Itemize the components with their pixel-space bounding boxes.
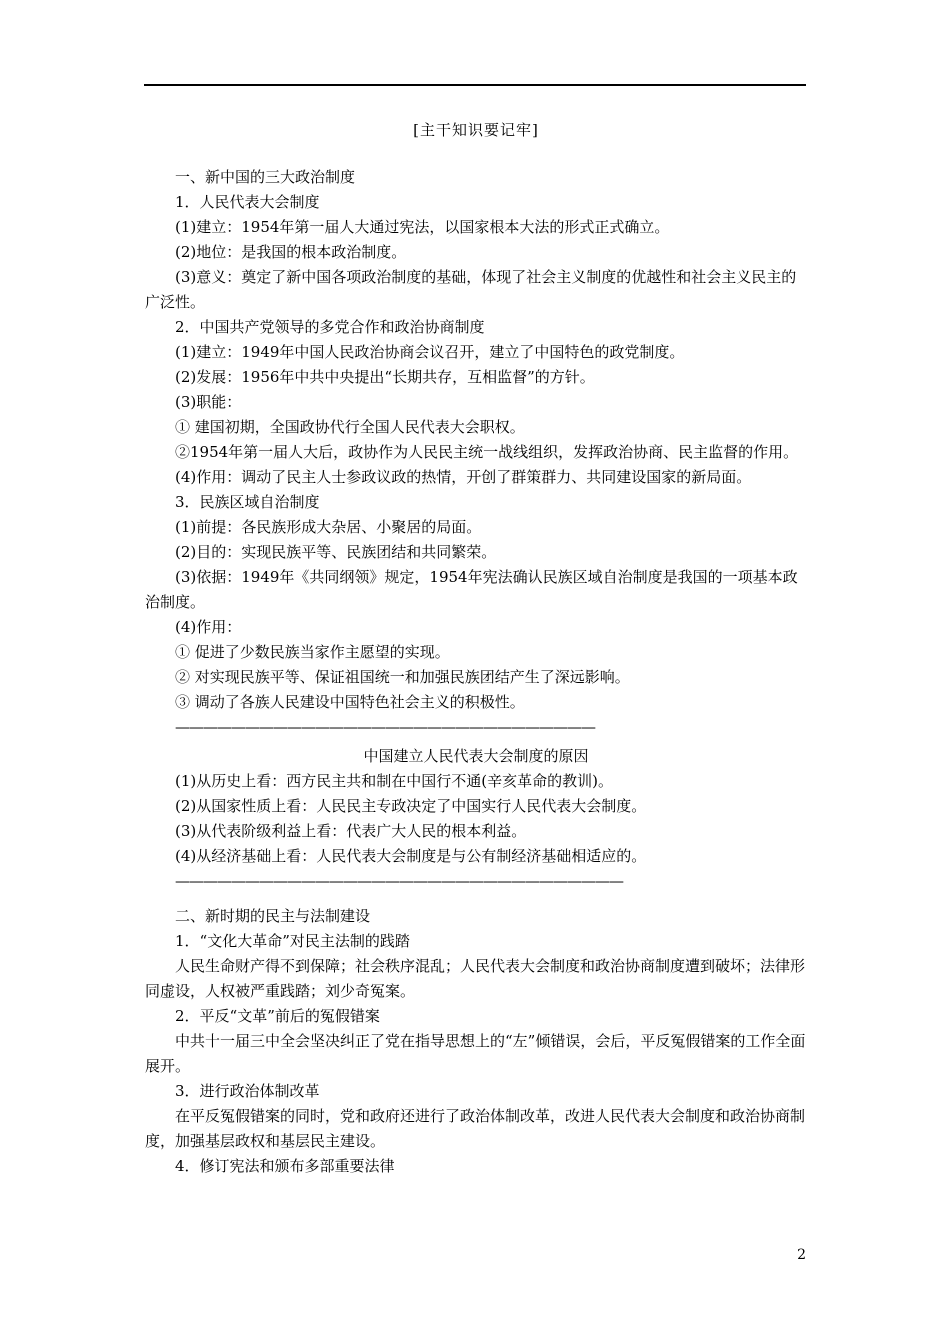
document-body bbox=[145, 118, 807, 1179]
page-number: 2 bbox=[797, 1247, 806, 1263]
section-title: [主干知识要记牢] bbox=[413, 121, 539, 139]
part1-s1-p1: (1)建立：1954年第一届人大通过宪法，以国家根本大法的形式正式确立。 bbox=[175, 218, 670, 236]
part2-heading: 二、新时期的民主与法制建设 bbox=[175, 907, 371, 925]
part1-s3-p2: (2)目的：实现民族平等、民族团结和共同繁荣。 bbox=[175, 543, 497, 561]
part1-s2-p2: (2)发展：1956年中共中央提出“长期共存，互相监督”的方针。 bbox=[175, 368, 595, 386]
part1-s3-p4b: ② 对实现民族平等、保证祖国统一和加强民族团结产生了深远影响。 bbox=[175, 668, 630, 686]
part1-s3-p4a: ① 促进了少数民族当家作主愿望的实现。 bbox=[175, 643, 450, 661]
box-p2: (2)从国家性质上看：人民民主专政决定了中国实行人民代表大会制度。 bbox=[175, 797, 647, 815]
part1-s1-p3: (3)意义：奠定了新中国各项政治制度的基础，体现了社会主义制度的优越性和社会主义民主的广泛性。 bbox=[145, 268, 797, 311]
part1-s3-title: 3．民族区域自治制度 bbox=[175, 493, 320, 511]
part1-s1-p2: (2)地位：是我国的根本政治制度。 bbox=[175, 243, 407, 261]
part2-s1-p1: 人民生命财产得不到保障；社会秩序混乱；人民代表大会制度和政治协商制度遭到破坏；法律形同虚设，人权被严重践踏；刘少奇冤案。 bbox=[145, 957, 806, 1000]
part1-s3-p4c: ③ 调动了各族人民建设中国特色社会主义的积极性。 bbox=[175, 693, 525, 711]
box-p4: (4)从经济基础上看：人民代表大会制度是与公有制经济基础相适应的。 bbox=[175, 847, 647, 865]
part2-s2-title: 2．平反“文革”前后的冤假错案 bbox=[175, 1007, 380, 1025]
box-dash-bottom: ———————————————————————————————— bbox=[175, 872, 623, 890]
part1-s3-p3: (3)依据：1949年《共同纲领》规定，1954年宪法确认民族区域自治制度是我国的一项基本政治制度。 bbox=[145, 568, 798, 611]
part1-heading: 一、新中国的三大政治制度 bbox=[175, 168, 356, 186]
part1-s3-p1: (1)前提：各民族形成大杂居、小聚居的局面。 bbox=[175, 518, 482, 536]
box-dash-top: —————————————————————————————— bbox=[175, 718, 595, 736]
part1-s2-p1: (1)建立：1949年中国人民政治协商会议召开，建立了中国特色的政党制度。 bbox=[175, 343, 685, 361]
part1-s3-p4: (4)作用： bbox=[175, 618, 242, 636]
part2-s3-p1: 在平反冤假错案的同时，党和政府还进行了政治体制改革，改进人民代表大会制度和政治协商制度，加强基层政权和基层民主建设。 bbox=[145, 1107, 806, 1150]
part1-s1-title: 1．人民代表大会制度 bbox=[175, 193, 320, 211]
part1-s2-p3: (3)职能： bbox=[175, 393, 242, 411]
box-p1: (1)从历史上看：西方民主共和制在中国行不通(辛亥革命的教训)。 bbox=[175, 772, 613, 790]
part2-s3-title: 3．进行政治体制改革 bbox=[175, 1082, 320, 1100]
part1-s2-p3a: ① 建国初期，全国政协代行全国人民代表大会职权。 bbox=[175, 418, 525, 436]
part2-s1-title: 1．“文化大革命”对民主法制的践踏 bbox=[175, 932, 410, 950]
part1-s2-p3b: ②1954年第一届人大后，政协作为人民民主统一战线组织，发挥政治协商、民主监督的作用。 bbox=[175, 443, 799, 461]
part2-s2-p1: 中共十一届三中全会坚决纠正了党在指导思想上的“左”倾错误，会后，平反冤假错案的工作全面展开。 bbox=[145, 1032, 806, 1075]
header-rule bbox=[144, 84, 806, 86]
part2-s4-title: 4．修订宪法和颁布多部重要法律 bbox=[175, 1157, 395, 1175]
part1-s2-p4: (4)作用：调动了民主人士参政议政的热情，开创了群策群力、共同建设国家的新局面。 bbox=[175, 468, 752, 486]
part1-s2-title: 2．中国共产党领导的多党合作和政治协商制度 bbox=[175, 318, 485, 336]
box-title: 中国建立人民代表大会制度的原因 bbox=[363, 747, 589, 765]
box-p3: (3)从代表阶级利益上看：代表广大人民的根本利益。 bbox=[175, 822, 527, 840]
